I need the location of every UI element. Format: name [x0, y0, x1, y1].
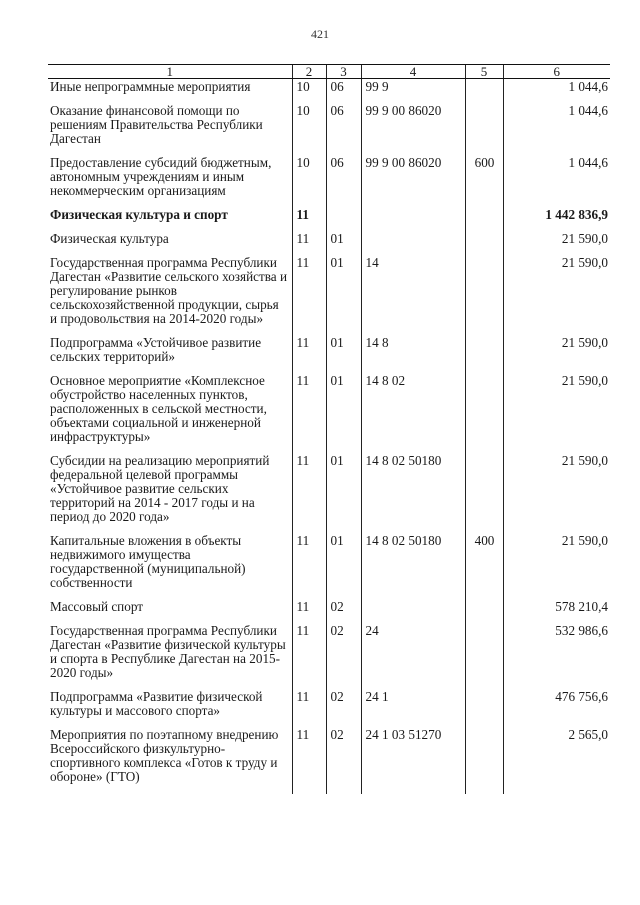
- row-section: 11: [292, 727, 326, 794]
- row-amount: 578 210,4: [503, 599, 610, 623]
- row-expense-type: [465, 599, 503, 623]
- row-target-code: 99 9 00 86020: [361, 103, 465, 155]
- table-row: [48, 103, 610, 155]
- table-row: [48, 727, 610, 794]
- row-target-code: [361, 599, 465, 623]
- row-name: Государственная программа Республики Дагестан «Развитие физической культуры и спорта в Республике Дагестан на 2015-2020 годы»: [50, 623, 286, 680]
- header-col-3: 3: [326, 65, 361, 79]
- row-subsection: 01: [326, 373, 361, 453]
- row-name: Предоставление субсидий бюджетным, автономным учреждениям и иным некоммерческим организациям: [50, 155, 272, 198]
- row-name: Физическая культура и спорт: [50, 207, 228, 222]
- row-expense-type: [465, 335, 503, 373]
- row-target-code: [361, 207, 465, 231]
- row-target-code: 24 1 03 51270: [361, 727, 465, 794]
- row-subsection: 01: [326, 533, 361, 599]
- row-expense-type: 600: [465, 155, 503, 207]
- row-name: Субсидии на реализацию мероприятий федеральной целевой программы «Устойчивое развитие сельских территорий на 2014 - 2017 годы и на период до 2020 года»: [50, 453, 270, 524]
- table-row: [48, 155, 610, 207]
- row-amount: 2 565,0: [503, 727, 610, 794]
- row-section: 10: [292, 79, 326, 104]
- row-subsection: 01: [326, 231, 361, 255]
- table-row: [48, 599, 610, 623]
- row-amount: 21 590,0: [503, 373, 610, 453]
- row-name: Подпрограмма «Развитие физической культуры и массового спорта»: [50, 689, 263, 718]
- row-expense-type: [465, 103, 503, 155]
- page-number: 421: [311, 27, 329, 41]
- header-col-1: 1: [48, 65, 292, 79]
- row-section: 11: [292, 623, 326, 689]
- row-name: Оказание финансовой помощи по решениям Правительства Республики Дагестан: [50, 103, 263, 146]
- row-name: Физическая культура: [50, 231, 169, 246]
- row-target-code: 14 8 02 50180: [361, 533, 465, 599]
- table-row: [48, 79, 610, 104]
- header-col-6: 6: [503, 65, 610, 79]
- table-row: [48, 623, 610, 689]
- row-section: 11: [292, 335, 326, 373]
- table-row: [48, 689, 610, 727]
- row-amount: 1 044,6: [503, 79, 610, 104]
- header-col-5: 5: [465, 65, 503, 79]
- table-header: [48, 65, 610, 79]
- row-subsection: 02: [326, 623, 361, 689]
- table-row: [48, 533, 610, 599]
- row-subsection: [326, 207, 361, 231]
- row-amount: 21 590,0: [503, 255, 610, 335]
- row-amount: 21 590,0: [503, 533, 610, 599]
- row-expense-type: [465, 689, 503, 727]
- row-subsection: 01: [326, 255, 361, 335]
- row-subsection: 02: [326, 689, 361, 727]
- table-row: [48, 231, 610, 255]
- row-amount: 1 442 836,9: [503, 207, 610, 231]
- row-section: 11: [292, 255, 326, 335]
- row-amount: 1 044,6: [503, 103, 610, 155]
- row-target-code: 24: [361, 623, 465, 689]
- row-expense-type: [465, 207, 503, 231]
- row-target-code: [361, 231, 465, 255]
- row-expense-type: [465, 623, 503, 689]
- row-subsection: 02: [326, 727, 361, 794]
- row-subsection: 01: [326, 453, 361, 533]
- row-subsection: 02: [326, 599, 361, 623]
- row-section: 11: [292, 599, 326, 623]
- row-name: Массовый спорт: [50, 599, 144, 614]
- row-expense-type: [465, 373, 503, 453]
- row-target-code: 14 8 02 50180: [361, 453, 465, 533]
- table-row: [48, 453, 610, 533]
- row-section: 11: [292, 207, 326, 231]
- header-col-2: 2: [292, 65, 326, 79]
- row-target-code: 99 9 00 86020: [361, 155, 465, 207]
- table-row: [48, 207, 610, 231]
- row-target-code: 14 8 02: [361, 373, 465, 453]
- row-name: Капитальные вложения в объекты недвижимого имущества государственной (муниципальной) собственности: [50, 533, 246, 590]
- row-expense-type: 400: [465, 533, 503, 599]
- row-subsection: 06: [326, 103, 361, 155]
- table-row: [48, 255, 610, 335]
- row-amount: 21 590,0: [503, 231, 610, 255]
- row-amount: 476 756,6: [503, 689, 610, 727]
- row-name: Мероприятия по поэтапному внедрению Всероссийского физкультурно-спортивного комплекса «Готов к труду и обороне» (ГТО): [50, 727, 279, 784]
- row-target-code: 99 9: [361, 79, 465, 104]
- row-name: Иные непрограммные мероприятия: [50, 79, 251, 94]
- row-expense-type: [465, 79, 503, 104]
- row-amount: 1 044,6: [503, 155, 610, 207]
- header-col-4: 4: [361, 65, 465, 79]
- row-section: 11: [292, 373, 326, 453]
- row-subsection: 01: [326, 335, 361, 373]
- row-section: 10: [292, 155, 326, 207]
- row-amount: 21 590,0: [503, 335, 610, 373]
- row-expense-type: [465, 727, 503, 794]
- row-subsection: 06: [326, 79, 361, 104]
- row-name: Государственная программа Республики Дагестан «Развитие сельского хозяйства и регулирование рынков сельскохозяйственной продукции, сырья и продовольствия на 2014-2020 годы»: [50, 255, 288, 326]
- row-amount: 21 590,0: [503, 453, 610, 533]
- row-expense-type: [465, 453, 503, 533]
- budget-table: [48, 64, 610, 794]
- row-section: 11: [292, 231, 326, 255]
- row-expense-type: [465, 255, 503, 335]
- row-subsection: 06: [326, 155, 361, 207]
- row-name: Основное мероприятие «Комплексное обустройство населенных пунктов, расположенных в сельской местности, объектами социальной и инженерной инфраструктуры»: [50, 373, 267, 444]
- row-section: 11: [292, 689, 326, 727]
- row-expense-type: [465, 231, 503, 255]
- row-target-code: 14: [361, 255, 465, 335]
- table-row: [48, 373, 610, 453]
- row-amount: 532 986,6: [503, 623, 610, 689]
- row-target-code: 14 8: [361, 335, 465, 373]
- table-row: [48, 335, 610, 373]
- row-section: 11: [292, 453, 326, 533]
- row-name: Подпрограмма «Устойчивое развитие сельских территорий»: [50, 335, 262, 364]
- row-section: 10: [292, 103, 326, 155]
- row-target-code: 24 1: [361, 689, 465, 727]
- row-section: 11: [292, 533, 326, 599]
- table-body: [48, 79, 610, 795]
